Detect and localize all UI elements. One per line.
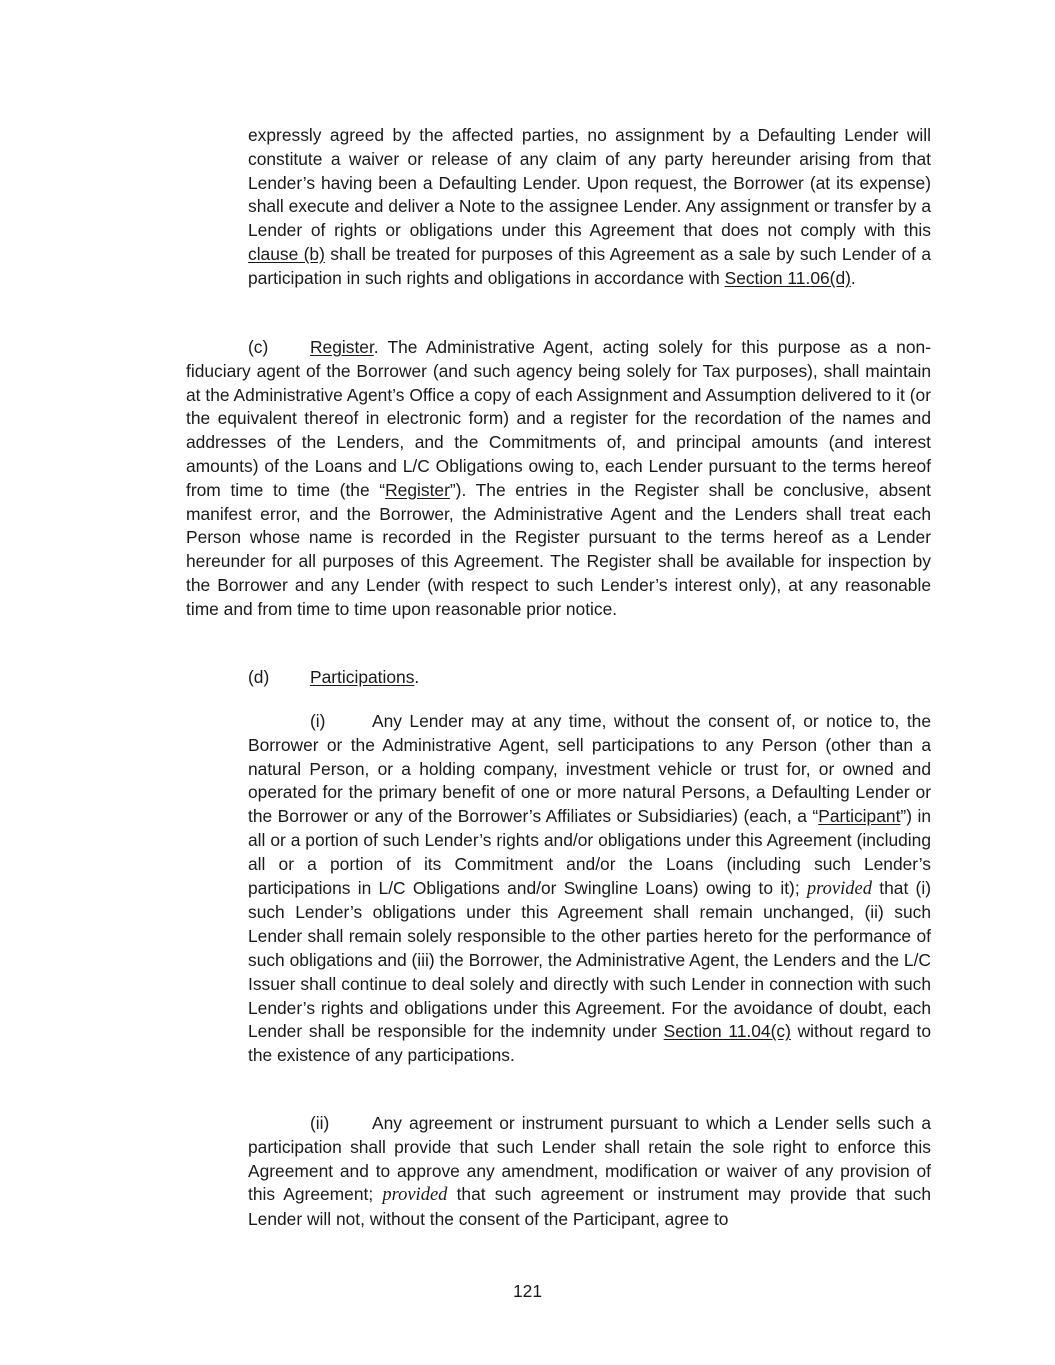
paragraph-c-register xyxy=(186,336,931,622)
paragraph-d-participations xyxy=(186,666,931,690)
clause-label: (c) xyxy=(248,337,269,357)
clause-b-reference: clause (b) xyxy=(248,243,325,264)
clause-label: (ii) xyxy=(310,1113,330,1133)
paragraph-d-ii xyxy=(248,1112,931,1232)
provided-proviso: provided xyxy=(806,878,872,899)
text: without regard to the existence of any participations. xyxy=(248,1021,932,1066)
register-heading: Register xyxy=(310,337,374,357)
text: that (i) such Lender’s obligations under this Agreement shall remain unchanged, (ii) such Lender shall remain solely responsible to the other parties hereto for the performance of such obligations and (iii) the Borrower, the Administrative Agent, the Lenders and the L/C Issuer shall continue to deal solely and directly with such Lender in connection with such Lender’s rights and obligations under this Agreement. For the avoidance of doubt, each Lender shall be responsible for the indemnity under xyxy=(248,877,931,1042)
paragraph-assignment-continuation xyxy=(248,124,931,291)
page-number: 121 xyxy=(512,1281,542,1301)
text: ”). The entries in the Register shall be conclusive, absent manifest error, and the Borrower, the Administrative Agent and the Lenders shall treat each Person whose name is recorded in the Register pursuant to the terms hereof as a Lender hereunder for all purposes of this Agreement. The Register shall be available for inspection by the Borrower and any Lender (with respect to such Lender’s interest only), at any reasonable time and from time to time upon reasonable prior notice. xyxy=(186,479,931,619)
text: that such agreement or instrument may provide that such Lender will not, without the consent of the Participant, agree to xyxy=(248,1184,931,1230)
paragraph-d-i xyxy=(248,710,931,1068)
provided-proviso: provided xyxy=(382,1185,448,1206)
text: shall be treated for purposes of this Agreement as a sale by such Lender of a participation in such rights and obligations in accordance with xyxy=(248,243,931,288)
text: . The Administrative Agent, acting solely for this purpose as a non-fiduciary agent of the Borrower (and such agency being solely for Tax purposes), shall maintain at the Administrative Agent’s Office a copy of each Assignment and Assumption delivered to it (or the equivalent thereof in electronic form) and a register for the recordation of the names and addresses of the Lenders, and the Commitments of, and principal amounts (and interest amounts) of the Loans and L/C Obligations owing to, each Lender pursuant to the terms hereof from time to time (the “ xyxy=(186,337,931,500)
text: . xyxy=(414,667,420,687)
clause-label: (i) xyxy=(310,711,326,731)
text: Any Lender may at any time, without the consent of, or notice to, the Borrower or the Administrative Agent, sell participations to any Person (other than a natural Person, or a holding company, investment vehicle or trust for, or owned and operated for the primary benefit of one or more natural Persons, a Defaulting Lender or the Borrower or any of the Borrower’s Affiliates or Subsidiaries) (each, a “ xyxy=(248,711,931,827)
participations-heading: Participations xyxy=(310,667,415,687)
participant-defined-term: Participant xyxy=(818,806,901,827)
register-defined-term: Register xyxy=(385,479,450,500)
section-11-04-c-reference: Section 11.04(c) xyxy=(663,1021,791,1042)
text: ”) in all or a portion of such Lender’s rights and/or obligations under this Agreement (including all or a portion of its Commitment and/or the Loans (including such Lender’s participations in L/C Obligations and/or Swingline Loans) owing to it); xyxy=(248,806,931,898)
section-11-06-d-reference: Section 11.06(d) xyxy=(724,267,851,288)
text: expressly agreed by the affected parties, no assignment by a Defaulting Lender will constitute a waiver or release of any claim of any party hereunder arising from that Lender’s having been a Defaulting Lender. Upon request, the Borrower (at its expense) shall execute and deliver a Note to the assignee Lender. Any assignment or transfer by a Lender of rights or obligations under this Agreement that does not comply with this xyxy=(248,125,931,241)
clause-label: (d) xyxy=(248,667,270,687)
text: . xyxy=(850,267,856,288)
text: Any agreement or instrument pursuant to which a Lender sells such a participation shall provide that such Lender shall retain the sole right to enforce this Agreement and to approve any amendment, modification or waiver of any provision of this Agreement; xyxy=(248,1113,931,1205)
